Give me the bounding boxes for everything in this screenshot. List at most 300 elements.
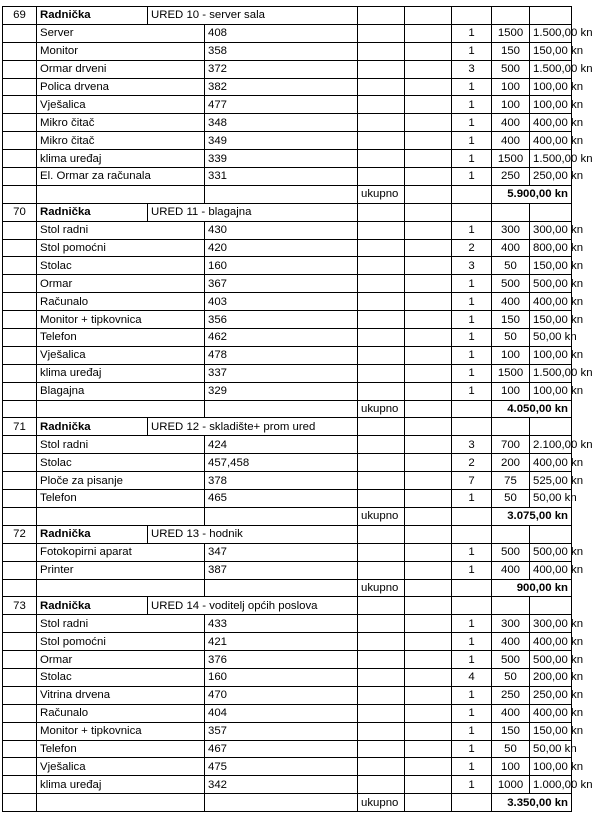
item-total: 500,00 kn bbox=[530, 651, 572, 669]
item-total: 400,00 kn bbox=[530, 454, 572, 472]
item-total: 400,00 kn bbox=[530, 704, 572, 722]
empty-cell bbox=[358, 668, 405, 686]
empty-cell bbox=[405, 704, 452, 722]
empty-cell bbox=[452, 794, 492, 812]
empty-cell bbox=[3, 507, 37, 525]
item-qty: 1 bbox=[452, 561, 492, 579]
empty-cell bbox=[358, 257, 405, 275]
item-code: 358 bbox=[205, 42, 358, 60]
empty-cell bbox=[405, 150, 452, 168]
item-code: 387 bbox=[205, 561, 358, 579]
item-price: 1500 bbox=[492, 150, 530, 168]
subtotal-row bbox=[3, 794, 572, 812]
table-row bbox=[3, 78, 572, 96]
item-price: 400 bbox=[492, 704, 530, 722]
item-name: Stolac bbox=[37, 668, 205, 686]
item-name: Polica drvena bbox=[37, 78, 205, 96]
item-total: 150,00 kn bbox=[530, 257, 572, 275]
empty-cell bbox=[358, 7, 405, 25]
item-code: 378 bbox=[205, 472, 358, 490]
empty-cell bbox=[405, 651, 452, 669]
empty-cell bbox=[405, 686, 452, 704]
empty-cell bbox=[37, 185, 205, 203]
item-qty: 1 bbox=[452, 704, 492, 722]
empty-cell bbox=[358, 525, 405, 543]
item-price: 400 bbox=[492, 132, 530, 150]
item-qty: 1 bbox=[452, 615, 492, 633]
section-office: URED 10 - server sala bbox=[148, 7, 358, 25]
item-name: Mikro čitač bbox=[37, 114, 205, 132]
section-header-row bbox=[3, 597, 572, 615]
empty-cell bbox=[405, 24, 452, 42]
item-code: 467 bbox=[205, 740, 358, 758]
empty-cell bbox=[3, 42, 37, 60]
empty-cell bbox=[405, 185, 452, 203]
item-price: 100 bbox=[492, 382, 530, 400]
section-header-row bbox=[3, 525, 572, 543]
table-row bbox=[3, 257, 572, 275]
section-office: URED 13 - hodnik bbox=[148, 525, 358, 543]
item-price: 500 bbox=[492, 543, 530, 561]
empty-cell bbox=[205, 185, 358, 203]
empty-cell bbox=[358, 168, 405, 186]
empty-cell bbox=[3, 490, 37, 508]
item-total: 150,00 kn bbox=[530, 311, 572, 329]
empty-cell bbox=[358, 651, 405, 669]
item-qty: 1 bbox=[452, 686, 492, 704]
item-total: 250,00 kn bbox=[530, 686, 572, 704]
item-name: Vješalica bbox=[37, 758, 205, 776]
empty-cell bbox=[205, 794, 358, 812]
item-name: Vješalica bbox=[37, 96, 205, 114]
item-code: 382 bbox=[205, 78, 358, 96]
item-price: 1000 bbox=[492, 776, 530, 794]
subtotal-label: ukupno bbox=[358, 400, 405, 418]
item-name: Blagajna bbox=[37, 382, 205, 400]
item-total: 1.500,00 kn bbox=[530, 60, 572, 78]
item-name: klima uređaj bbox=[37, 150, 205, 168]
item-name: Stol pomoćni bbox=[37, 633, 205, 651]
item-code: 348 bbox=[205, 114, 358, 132]
item-code: 160 bbox=[205, 668, 358, 686]
item-qty: 2 bbox=[452, 454, 492, 472]
item-code: 160 bbox=[205, 257, 358, 275]
table-row bbox=[3, 651, 572, 669]
item-total: 1.500,00 kn bbox=[530, 24, 572, 42]
empty-cell bbox=[405, 275, 452, 293]
inventory-body bbox=[3, 7, 593, 812]
subtotal-row bbox=[3, 507, 572, 525]
item-total: 400,00 kn bbox=[530, 633, 572, 651]
empty-cell bbox=[405, 257, 452, 275]
empty-cell bbox=[405, 758, 452, 776]
empty-cell bbox=[3, 668, 37, 686]
item-name: Telefon bbox=[37, 740, 205, 758]
item-code: 357 bbox=[205, 722, 358, 740]
empty-cell bbox=[452, 7, 492, 25]
item-qty: 4 bbox=[452, 668, 492, 686]
empty-cell bbox=[405, 722, 452, 740]
item-total: 50,00 kn bbox=[530, 740, 572, 758]
empty-cell bbox=[358, 490, 405, 508]
empty-cell bbox=[405, 114, 452, 132]
empty-cell bbox=[358, 132, 405, 150]
item-qty: 1 bbox=[452, 132, 492, 150]
empty-cell bbox=[358, 96, 405, 114]
empty-cell bbox=[405, 364, 452, 382]
empty-cell bbox=[37, 507, 205, 525]
table-row bbox=[3, 221, 572, 239]
item-code: 356 bbox=[205, 311, 358, 329]
item-code: 403 bbox=[205, 293, 358, 311]
empty-cell bbox=[358, 382, 405, 400]
subtotal-value: 5.900,00 kn bbox=[492, 185, 572, 203]
empty-cell bbox=[358, 346, 405, 364]
item-price: 100 bbox=[492, 96, 530, 114]
item-price: 50 bbox=[492, 329, 530, 347]
item-qty: 1 bbox=[452, 96, 492, 114]
item-name: Monitor bbox=[37, 42, 205, 60]
item-price: 500 bbox=[492, 651, 530, 669]
item-code: 470 bbox=[205, 686, 358, 704]
empty-cell bbox=[405, 615, 452, 633]
subtotal-row bbox=[3, 400, 572, 418]
empty-cell bbox=[405, 579, 452, 597]
item-price: 75 bbox=[492, 472, 530, 490]
item-code: 347 bbox=[205, 543, 358, 561]
empty-cell bbox=[405, 239, 452, 257]
item-qty: 3 bbox=[452, 60, 492, 78]
item-price: 700 bbox=[492, 436, 530, 454]
empty-cell bbox=[405, 203, 452, 221]
item-name: Računalo bbox=[37, 704, 205, 722]
table-row bbox=[3, 346, 572, 364]
empty-cell bbox=[3, 364, 37, 382]
empty-cell bbox=[37, 794, 205, 812]
empty-cell bbox=[358, 758, 405, 776]
subtotal-value: 4.050,00 kn bbox=[492, 400, 572, 418]
empty-cell bbox=[358, 454, 405, 472]
item-price: 100 bbox=[492, 78, 530, 96]
empty-cell bbox=[492, 203, 530, 221]
empty-cell bbox=[358, 203, 405, 221]
table-row bbox=[3, 96, 572, 114]
empty-cell bbox=[3, 221, 37, 239]
empty-cell bbox=[405, 436, 452, 454]
section-header-row bbox=[3, 203, 572, 221]
empty-cell bbox=[3, 132, 37, 150]
empty-cell bbox=[492, 418, 530, 436]
empty-cell bbox=[452, 597, 492, 615]
item-name: Ormar bbox=[37, 651, 205, 669]
empty-cell bbox=[37, 400, 205, 418]
empty-cell bbox=[405, 776, 452, 794]
empty-cell bbox=[3, 740, 37, 758]
empty-cell bbox=[3, 543, 37, 561]
empty-cell bbox=[3, 293, 37, 311]
empty-cell bbox=[3, 579, 37, 597]
item-qty: 1 bbox=[452, 382, 492, 400]
empty-cell bbox=[358, 42, 405, 60]
item-code: 465 bbox=[205, 490, 358, 508]
empty-cell bbox=[530, 418, 572, 436]
item-total: 50,00 kn bbox=[530, 490, 572, 508]
table-row bbox=[3, 329, 572, 347]
item-total: 1.000,00 kn bbox=[530, 776, 572, 794]
item-total: 400,00 kn bbox=[530, 293, 572, 311]
table-row bbox=[3, 633, 572, 651]
empty-cell bbox=[405, 382, 452, 400]
empty-cell bbox=[358, 597, 405, 615]
item-qty: 1 bbox=[452, 114, 492, 132]
subtotal-value: 3.350,00 kn bbox=[492, 794, 572, 812]
empty-cell bbox=[3, 311, 37, 329]
empty-cell bbox=[358, 686, 405, 704]
empty-cell bbox=[405, 60, 452, 78]
empty-cell bbox=[3, 400, 37, 418]
item-qty: 1 bbox=[452, 346, 492, 364]
empty-cell bbox=[358, 633, 405, 651]
item-total: 1.500,00 kn bbox=[530, 364, 572, 382]
empty-cell bbox=[3, 329, 37, 347]
table-row bbox=[3, 543, 572, 561]
empty-cell bbox=[530, 597, 572, 615]
empty-cell bbox=[358, 60, 405, 78]
empty-cell bbox=[358, 472, 405, 490]
item-qty: 1 bbox=[452, 311, 492, 329]
item-name: Stol radni bbox=[37, 436, 205, 454]
item-qty: 2 bbox=[452, 239, 492, 257]
empty-cell bbox=[3, 114, 37, 132]
empty-cell bbox=[530, 525, 572, 543]
empty-cell bbox=[3, 60, 37, 78]
empty-cell bbox=[358, 275, 405, 293]
item-price: 300 bbox=[492, 221, 530, 239]
empty-cell bbox=[358, 150, 405, 168]
item-qty: 1 bbox=[452, 758, 492, 776]
item-price: 50 bbox=[492, 490, 530, 508]
empty-cell bbox=[492, 525, 530, 543]
empty-cell bbox=[3, 239, 37, 257]
item-qty: 1 bbox=[452, 543, 492, 561]
empty-cell bbox=[3, 150, 37, 168]
table-row bbox=[3, 722, 572, 740]
subtotal-row bbox=[3, 185, 572, 203]
table-row bbox=[3, 239, 572, 257]
item-qty: 3 bbox=[452, 436, 492, 454]
empty-cell bbox=[3, 24, 37, 42]
empty-cell bbox=[358, 722, 405, 740]
empty-cell bbox=[358, 615, 405, 633]
item-total: 100,00 kn bbox=[530, 346, 572, 364]
table-row bbox=[3, 454, 572, 472]
empty-cell bbox=[452, 203, 492, 221]
item-name: Stol radni bbox=[37, 221, 205, 239]
item-name: Stolac bbox=[37, 257, 205, 275]
item-code: 372 bbox=[205, 60, 358, 78]
item-total: 800,00 kn bbox=[530, 239, 572, 257]
section-number: 69 bbox=[3, 7, 37, 25]
item-qty: 1 bbox=[452, 776, 492, 794]
item-total: 400,00 kn bbox=[530, 114, 572, 132]
empty-cell bbox=[358, 311, 405, 329]
empty-cell bbox=[3, 794, 37, 812]
table-row bbox=[3, 615, 572, 633]
empty-cell bbox=[358, 740, 405, 758]
table-row bbox=[3, 686, 572, 704]
item-qty: 1 bbox=[452, 168, 492, 186]
empty-cell bbox=[492, 597, 530, 615]
empty-cell bbox=[358, 329, 405, 347]
empty-cell bbox=[452, 185, 492, 203]
empty-cell bbox=[405, 472, 452, 490]
table-row bbox=[3, 758, 572, 776]
item-name: Telefon bbox=[37, 329, 205, 347]
subtotal-value: 900,00 kn bbox=[492, 579, 572, 597]
empty-cell bbox=[405, 42, 452, 60]
item-name: Vitrina drvena bbox=[37, 686, 205, 704]
item-price: 200 bbox=[492, 454, 530, 472]
empty-cell bbox=[358, 239, 405, 257]
table-row bbox=[3, 668, 572, 686]
item-price: 500 bbox=[492, 60, 530, 78]
item-code: 337 bbox=[205, 364, 358, 382]
item-price: 100 bbox=[492, 346, 530, 364]
empty-cell bbox=[3, 275, 37, 293]
table-row bbox=[3, 168, 572, 186]
empty-cell bbox=[405, 329, 452, 347]
empty-cell bbox=[3, 776, 37, 794]
section-location: Radnička bbox=[37, 203, 148, 221]
item-total: 400,00 kn bbox=[530, 132, 572, 150]
item-name: klima uređaj bbox=[37, 364, 205, 382]
item-name: Računalo bbox=[37, 293, 205, 311]
section-header-row bbox=[3, 7, 572, 25]
item-name: Server bbox=[37, 24, 205, 42]
item-price: 400 bbox=[492, 114, 530, 132]
item-code: 430 bbox=[205, 221, 358, 239]
empty-cell bbox=[3, 704, 37, 722]
empty-cell bbox=[205, 579, 358, 597]
item-price: 150 bbox=[492, 311, 530, 329]
empty-cell bbox=[3, 472, 37, 490]
empty-cell bbox=[3, 382, 37, 400]
item-name: Ploče za pisanje bbox=[37, 472, 205, 490]
item-code: 478 bbox=[205, 346, 358, 364]
item-qty: 1 bbox=[452, 150, 492, 168]
item-name: Monitor + tipkovnica bbox=[37, 722, 205, 740]
empty-cell bbox=[452, 579, 492, 597]
empty-cell bbox=[405, 418, 452, 436]
empty-cell bbox=[358, 221, 405, 239]
item-qty: 1 bbox=[452, 293, 492, 311]
empty-cell bbox=[452, 525, 492, 543]
item-qty: 7 bbox=[452, 472, 492, 490]
item-qty: 1 bbox=[452, 633, 492, 651]
item-total: 250,00 kn bbox=[530, 168, 572, 186]
subtotal-value: 3.075,00 kn bbox=[492, 507, 572, 525]
item-code: 349 bbox=[205, 132, 358, 150]
item-price: 150 bbox=[492, 42, 530, 60]
empty-cell bbox=[405, 740, 452, 758]
empty-cell bbox=[405, 597, 452, 615]
item-name: Ormar bbox=[37, 275, 205, 293]
item-qty: 1 bbox=[452, 275, 492, 293]
empty-cell bbox=[205, 400, 358, 418]
empty-cell bbox=[37, 579, 205, 597]
item-price: 1500 bbox=[492, 24, 530, 42]
table-row bbox=[3, 776, 572, 794]
empty-cell bbox=[3, 168, 37, 186]
item-total: 200,00 kn bbox=[530, 668, 572, 686]
item-total: 500,00 kn bbox=[530, 275, 572, 293]
empty-cell bbox=[3, 561, 37, 579]
item-name: Stolac bbox=[37, 454, 205, 472]
empty-cell bbox=[452, 400, 492, 418]
item-code: 367 bbox=[205, 275, 358, 293]
empty-cell bbox=[358, 293, 405, 311]
empty-cell bbox=[3, 346, 37, 364]
item-qty: 3 bbox=[452, 257, 492, 275]
item-code: 477 bbox=[205, 96, 358, 114]
empty-cell bbox=[358, 24, 405, 42]
empty-cell bbox=[358, 418, 405, 436]
empty-cell bbox=[3, 257, 37, 275]
item-code: 433 bbox=[205, 615, 358, 633]
empty-cell bbox=[405, 132, 452, 150]
empty-cell bbox=[405, 507, 452, 525]
item-code: 331 bbox=[205, 168, 358, 186]
empty-cell bbox=[3, 722, 37, 740]
item-total: 1.500,00 kn bbox=[530, 150, 572, 168]
table-row bbox=[3, 132, 572, 150]
item-price: 250 bbox=[492, 168, 530, 186]
item-code: 457,458 bbox=[205, 454, 358, 472]
item-price: 100 bbox=[492, 758, 530, 776]
table-row bbox=[3, 42, 572, 60]
item-total: 2.100,00 kn bbox=[530, 436, 572, 454]
table-row bbox=[3, 293, 572, 311]
empty-cell bbox=[405, 633, 452, 651]
empty-cell bbox=[530, 203, 572, 221]
empty-cell bbox=[205, 507, 358, 525]
empty-cell bbox=[405, 293, 452, 311]
item-price: 250 bbox=[492, 686, 530, 704]
item-total: 100,00 kn bbox=[530, 78, 572, 96]
item-total: 100,00 kn bbox=[530, 96, 572, 114]
empty-cell bbox=[3, 96, 37, 114]
section-header-row bbox=[3, 418, 572, 436]
empty-cell bbox=[405, 668, 452, 686]
table-row bbox=[3, 382, 572, 400]
empty-cell bbox=[405, 490, 452, 508]
section-location: Radnička bbox=[37, 597, 148, 615]
empty-cell bbox=[358, 364, 405, 382]
item-total: 100,00 kn bbox=[530, 382, 572, 400]
empty-cell bbox=[452, 418, 492, 436]
item-total: 400,00 kn bbox=[530, 561, 572, 579]
item-total: 150,00 kn bbox=[530, 42, 572, 60]
table-row bbox=[3, 436, 572, 454]
item-total: 300,00 kn bbox=[530, 615, 572, 633]
empty-cell bbox=[405, 78, 452, 96]
table-row bbox=[3, 364, 572, 382]
table-row bbox=[3, 150, 572, 168]
section-number: 72 bbox=[3, 525, 37, 543]
item-price: 300 bbox=[492, 615, 530, 633]
item-qty: 1 bbox=[452, 329, 492, 347]
item-code: 339 bbox=[205, 150, 358, 168]
